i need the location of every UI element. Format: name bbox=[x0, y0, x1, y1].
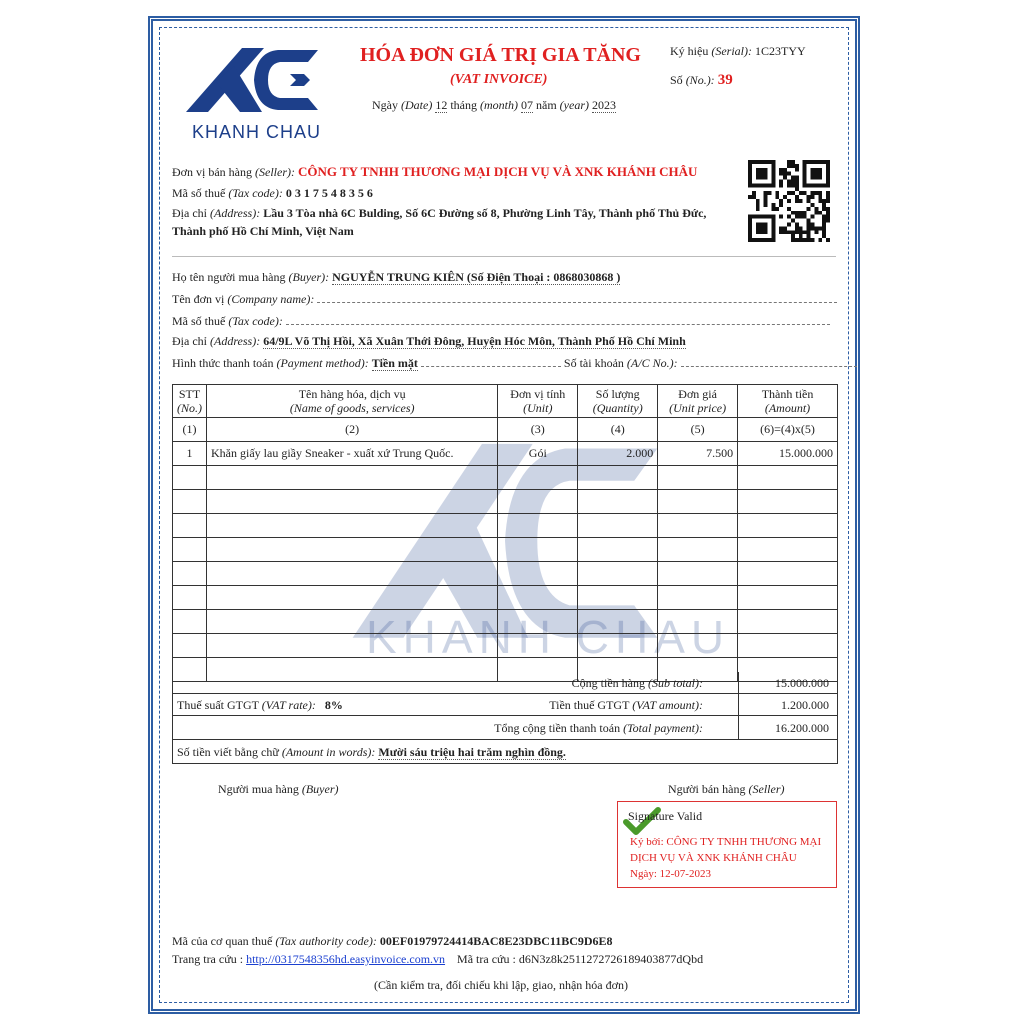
column-index: (3) bbox=[498, 418, 578, 442]
logo-text: KHANH CHAU bbox=[192, 122, 322, 142]
invoice-number: Số (No.): 39 bbox=[670, 72, 733, 88]
invoice-subtitle: (VAT INVOICE) bbox=[450, 72, 548, 87]
column-header: STT (No.) bbox=[173, 385, 207, 418]
column-index: (6)=(4)x(5) bbox=[738, 418, 838, 442]
signature-valid-text: Signature Valid bbox=[628, 809, 703, 823]
column-index: (1) bbox=[173, 418, 207, 442]
table-cell: 15.000.000 bbox=[738, 442, 838, 466]
column-header: Tên hàng hóa, dịch vụ (Name of goods, services) bbox=[207, 385, 498, 418]
empty-row bbox=[173, 586, 838, 610]
signed-by-line2: DỊCH VỤ VÀ XNK KHÁNH CHÂU bbox=[630, 852, 797, 864]
table-cell: Gói bbox=[498, 442, 578, 466]
invoice-date: Ngày (Date) 12 tháng (month) 07 năm (year) 2023 bbox=[372, 98, 616, 112]
serial-number: Ký hiệu (Serial): 1C23TYY bbox=[670, 44, 806, 58]
payment-method: Hình thức thanh toán (Payment method): Tiền mặt Số tài khoản (A/C No.): bbox=[172, 356, 857, 371]
column-header: Đơn giá (Unit price) bbox=[658, 385, 738, 418]
table-cell: 7.500 bbox=[658, 442, 738, 466]
table-row bbox=[173, 442, 838, 466]
empty-row bbox=[173, 490, 838, 514]
column-header: Đơn vị tính (Unit) bbox=[498, 385, 578, 418]
lookup-link[interactable]: http://0317548356hd.easyinvoice.com.vn bbox=[246, 952, 446, 966]
column-header: Thành tiền (Amount) bbox=[738, 385, 838, 418]
buyer-name: Họ tên người mua hàng (Buyer): NGUYỄN TRUNG KIÊN (Số Điện Thoại : 0868030868 ) bbox=[172, 270, 621, 284]
seller-name: Đơn vị bán hàng (Seller): CÔNG TY TNHH THƯƠNG MẠI DỊCH VỤ VÀ XNK KHÁNH CHÂU bbox=[172, 164, 698, 179]
invoice-title: HÓA ĐƠN GIÁ TRỊ GIA TĂNG bbox=[360, 44, 641, 66]
amount-in-words-row: Số tiền viết bằng chữ (Amount in words): Mười sáu triệu hai trăm nghìn đồng. bbox=[172, 740, 838, 764]
tax-authority-code: Mã của cơ quan thuế (Tax authority code): 00EF01979724414BAC8E23DBC11BC9D6E8 bbox=[172, 934, 613, 948]
subtotal-row: Cộng tiền hàng (Sub total): 15.000.000 bbox=[172, 672, 838, 694]
empty-row bbox=[173, 514, 838, 538]
column-index: (5) bbox=[658, 418, 738, 442]
signed-by: Ký bởi: CÔNG TY TNHH THƯƠNG MẠI bbox=[630, 836, 822, 848]
buyer-signature-label: Người mua hàng (Buyer) bbox=[218, 782, 339, 796]
total-row: Tổng cộng tiền thanh toán (Total payment): 16.200.000 bbox=[172, 716, 838, 740]
buyer-company: Tên đơn vị (Company name): bbox=[172, 292, 837, 307]
empty-row bbox=[173, 634, 838, 658]
column-index: (4) bbox=[578, 418, 658, 442]
column-header: Số lượng (Quantity) bbox=[578, 385, 658, 418]
empty-row bbox=[173, 562, 838, 586]
empty-row bbox=[173, 538, 838, 562]
empty-row bbox=[173, 466, 838, 490]
table-cell: 2.000 bbox=[578, 442, 658, 466]
vat-row: Thuế suất GTGT (VAT rate): 8% Tiền thuế GTGT (VAT amount): 1.200.000 bbox=[172, 694, 838, 716]
seller-address: Địa chỉ (Address): Lầu 3 Tòa nhà 6C Bulding, Số 6C Đường số 8, Phường Linh Tây, Thành phố Thủ Đức, bbox=[172, 206, 707, 220]
seller-address-line2: Thành phố Hồ Chí Minh, Việt Nam bbox=[172, 224, 354, 238]
seller-signature-label: Người bán hàng (Seller) bbox=[668, 782, 785, 796]
divider bbox=[172, 256, 836, 257]
items-table bbox=[172, 384, 838, 682]
table-cell: Khăn giấy lau giầy Sneaker - xuất xứ Trung Quốc. bbox=[207, 442, 498, 466]
seller-tax-code: Mã số thuế (Tax code): 0 3 1 7 5 4 8 3 5 6 bbox=[172, 186, 373, 200]
lookup-row: Trang tra cứu : http://0317548356hd.easyinvoice.com.vn Mã tra cứu : d6N3z8k2511272726189403877dQbd bbox=[172, 952, 704, 966]
buyer-address: Địa chỉ (Address): 64/9L Võ Thị Hồi, Xã Xuân Thới Đông, Huyện Hóc Môn, Thành Phố Hồ Chí Minh bbox=[172, 334, 686, 348]
qr-code bbox=[748, 160, 830, 242]
signed-date: Ngày: 12-07-2023 bbox=[630, 868, 711, 880]
watermark-text: KHANH CHAU bbox=[366, 611, 731, 663]
buyer-tax-code: Mã số thuế (Tax code): bbox=[172, 314, 830, 329]
empty-row bbox=[173, 610, 838, 634]
footer-note: (Cần kiểm tra, đối chiếu khi lập, giao, nhận hóa đơn) bbox=[374, 978, 628, 992]
column-index: (2) bbox=[207, 418, 498, 442]
digital-signature-box bbox=[617, 801, 837, 888]
table-cell: 1 bbox=[173, 442, 207, 466]
